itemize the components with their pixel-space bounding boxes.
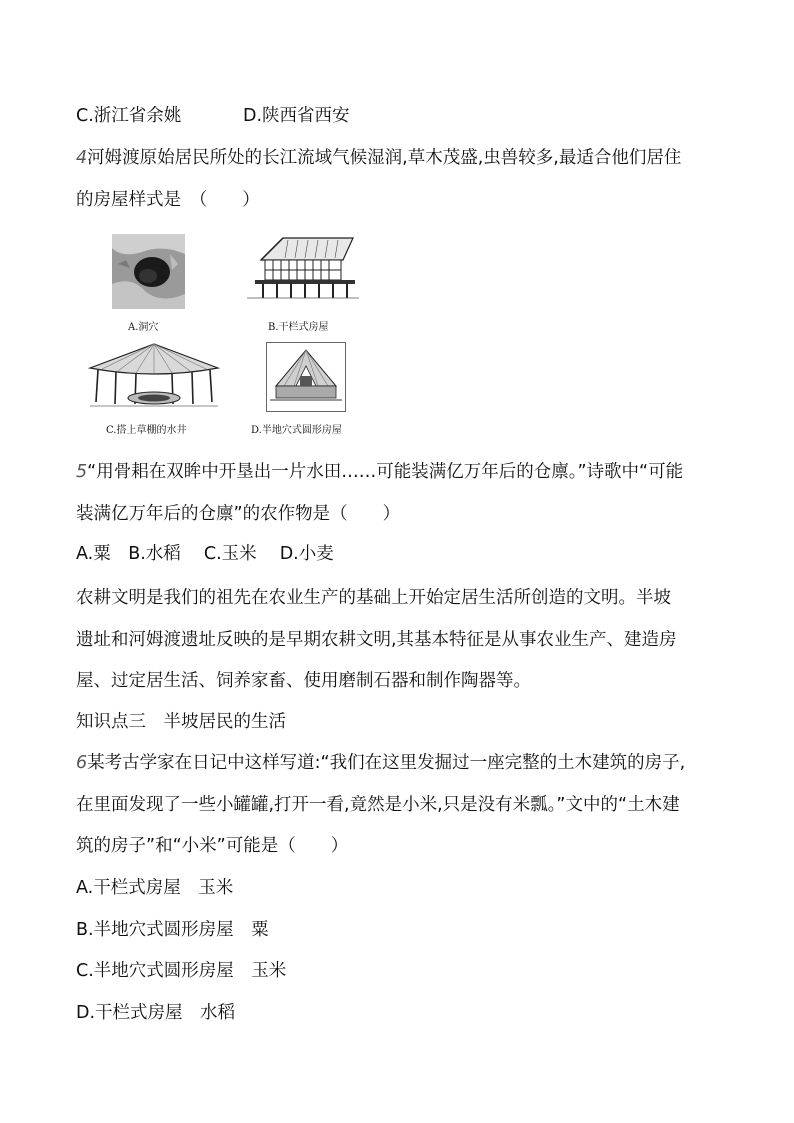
question-text: “用骨耜在双眸中开垦出一片水田……可能装满亿万年后的仓廪。”诗歌中“可能 xyxy=(87,462,684,482)
question-5-line-1 xyxy=(76,460,683,484)
figure-thatched-well xyxy=(86,340,222,410)
question-6-option-c: C.半地穴式圆形房屋 玉米 xyxy=(76,961,287,981)
option-c-zhejiang: C.浙江省余姚 xyxy=(76,106,182,126)
note-line-1: 农耕文明是我们的祖先在农业生产的基础上开始定居生活所创造的文明。半坡 xyxy=(76,588,671,608)
figure-caption-b: B.干栏式房屋 xyxy=(268,322,329,333)
question-number: 4 xyxy=(76,148,88,168)
question-5-options: A.粟 B.水稻 C.玉米 D.小麦 xyxy=(76,544,334,564)
note-line-3: 屋、过定居生活、饲养家畜、使用磨制石器和制作陶器等。 xyxy=(76,671,531,691)
section-title: 知识点三 半坡居民的生活 xyxy=(76,712,286,732)
figure-cave xyxy=(112,234,185,309)
question-4-line-2: 的房屋样式是 （ ） xyxy=(76,190,260,210)
figure-stilt-house xyxy=(243,232,363,302)
question-6-line-1 xyxy=(76,751,685,775)
question-number: 6 xyxy=(76,753,88,773)
question-6-option-a: A.干栏式房屋 玉米 xyxy=(76,878,234,898)
question-6-line-2: 在里面发现了一些小罐罐,打开一看,竟然是小米,只是没有米瓢。”文中的“土木建 xyxy=(76,795,680,815)
question-6-option-d: D.干栏式房屋 水稻 xyxy=(76,1003,236,1023)
question-text: 某考古学家在日记中这样写道:“我们在这里发掘过一座完整的土木建筑的房子, xyxy=(87,753,686,773)
question-5-line-2: 装满亿万年后的仓廪”的农作物是（ ） xyxy=(76,504,401,524)
question-6-option-b: B.半地穴式圆形房屋 粟 xyxy=(76,920,269,940)
option-d-shaanxi: D.陕西省西安 xyxy=(243,106,350,126)
figure-round-house xyxy=(266,342,346,412)
figure-caption-a: A.洞穴 xyxy=(128,322,159,333)
note-line-2: 遗址和河姆渡遗址反映的是早期农耕文明,其基本特征是从事农业生产、建造房 xyxy=(76,630,677,650)
question-text: 河姆渡原始居民所处的长江流域气候湿润,草木茂盛,虫兽较多,最适合他们居住 xyxy=(87,148,682,168)
figure-caption-c: C.搭上草棚的水井 xyxy=(106,425,187,436)
question-6-line-3: 筑的房子”和“小米”可能是（ ） xyxy=(76,836,349,856)
figure-caption-d: D.半地穴式圆形房屋 xyxy=(251,425,342,436)
question-4-line-1 xyxy=(76,146,681,170)
question-number: 5 xyxy=(76,462,88,482)
